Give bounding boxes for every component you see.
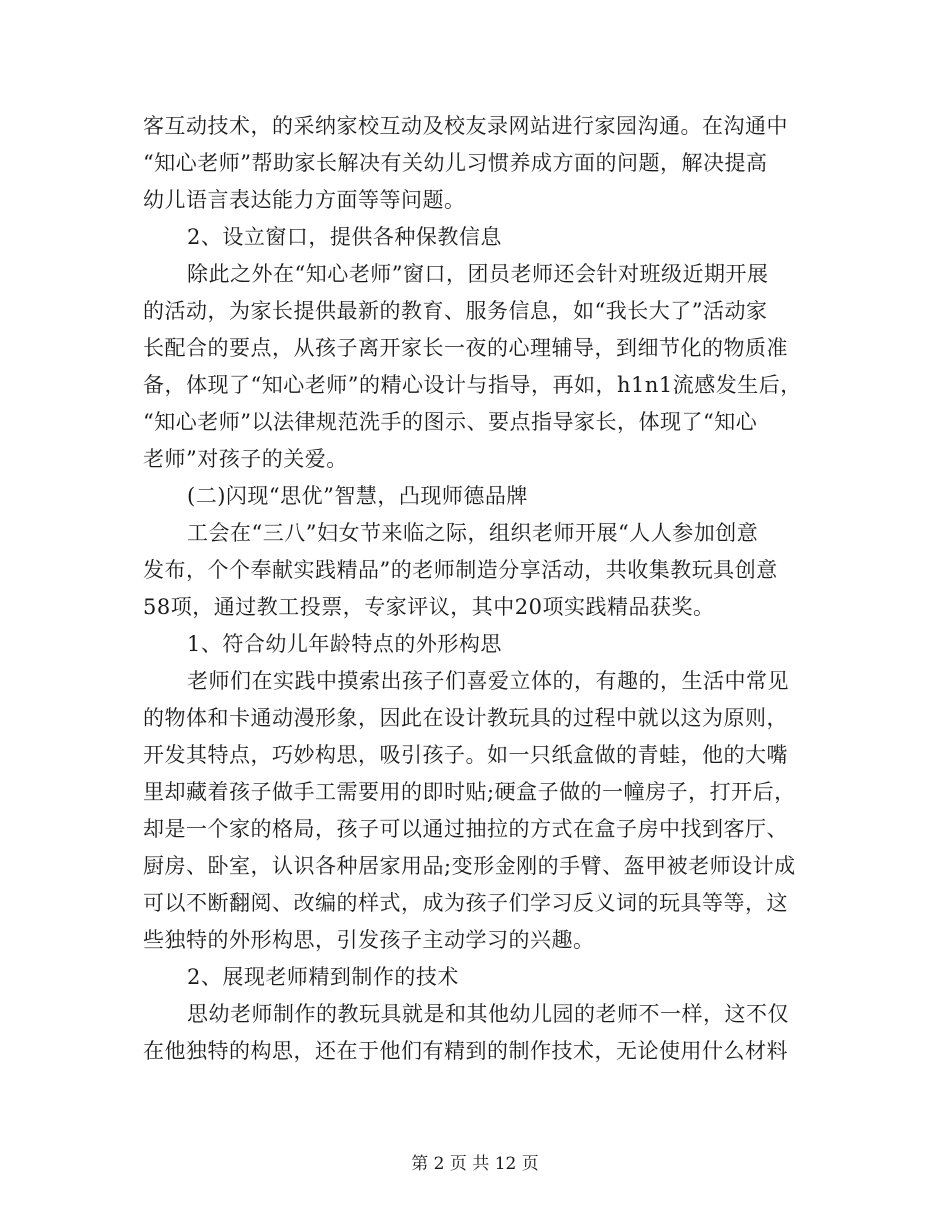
body-text-line: 的活动，为家长提供最新的教育、服务信息，如“我长大了”活动家 xyxy=(143,299,768,323)
section-heading: 2、设立窗口，提供各种保教信息 xyxy=(187,225,502,249)
body-text-line: 老师”对孩子的关爱。 xyxy=(143,447,348,471)
body-text-line: 在他独特的构思，还在于他们有精到的制作技术，无论使用什么材料 xyxy=(143,1039,788,1063)
body-text-line: 些独特的外形构思，引发孩子主动学习的兴趣。 xyxy=(143,928,595,952)
body-text-line: 工会在“三八”妇女节来临之际，组织老师开展“人人参加创意 xyxy=(187,521,759,545)
body-text-line: 开发其特点，巧妙构思，吸引孩子。如一只纸盒做的青蛙，他的大嘴 xyxy=(143,743,788,767)
body-text-line: 思幼老师制作的教玩具就是和其他幼儿园的老师不一样，这不仅 xyxy=(187,1002,789,1026)
body-text-line: 厨房、卧室，认识各种居家用品;变形金刚的手臂、盔甲被老师设计成 xyxy=(143,854,796,878)
body-text-line: 可以不断翻阅、改编的样式，成为孩子们学习反义词的玩具等等，这 xyxy=(143,891,788,915)
body-text-line: 的物体和卡通动漫形象，因此在设计教玩具的过程中就以这为原则， xyxy=(143,706,788,730)
body-text-line: 里却藏着孩子做手工需要用的即时贴;硬盒子做的一幢房子，打开后， xyxy=(143,780,796,804)
body-text-line: 客互动技术，的采纳家校互动及校友录网站进行家园沟通。在沟通中 xyxy=(143,114,788,138)
body-text-line: 老师们在实践中摸索出孩子们喜爱立体的，有趣的，生活中常见 xyxy=(187,669,789,693)
body-text-line: 除此之外在“知心老师”窗口，团员老师还会针对班级近期开展 xyxy=(187,262,769,286)
body-text-line: 备，体现了“知心老师”的精心设计与指导，再如，h1n1流感发生后， xyxy=(143,373,802,397)
section-heading: 2、展现老师精到制作的技术 xyxy=(187,965,459,989)
body-text-line: 幼儿语言表达能力方面等等问题。 xyxy=(143,188,466,212)
body-text-line: 长配合的要点，从孩子离开家长一夜的心理辅导，到细节化的物质准 xyxy=(143,336,788,360)
body-text-line: 58项，通过教工投票，专家评议，其中20项实践精品获奖。 xyxy=(143,595,715,619)
body-text-line: 却是一个家的格局，孩子可以通过抽拉的方式在盒子房中找到客厅、 xyxy=(143,817,788,841)
body-text-line: “知心老师”帮助家长解决有关幼儿习惯养成方面的问题，解决提高 xyxy=(143,151,768,175)
section-heading: 1、符合幼儿年龄特点的外形构思 xyxy=(187,632,502,656)
body-text-line: 发布，个个奉献实践精品”的老师制造分享活动，共收集教玩具创意 xyxy=(143,558,778,582)
body-text-line: “知心老师”以法律规范洗手的图示、要点指导家长，体现了“知心 xyxy=(143,410,758,434)
section-heading: (二)闪现“思优”智慧，凸现师德品牌 xyxy=(187,484,528,508)
page-number: 第 2 页 共 12 页 xyxy=(411,1154,539,1174)
